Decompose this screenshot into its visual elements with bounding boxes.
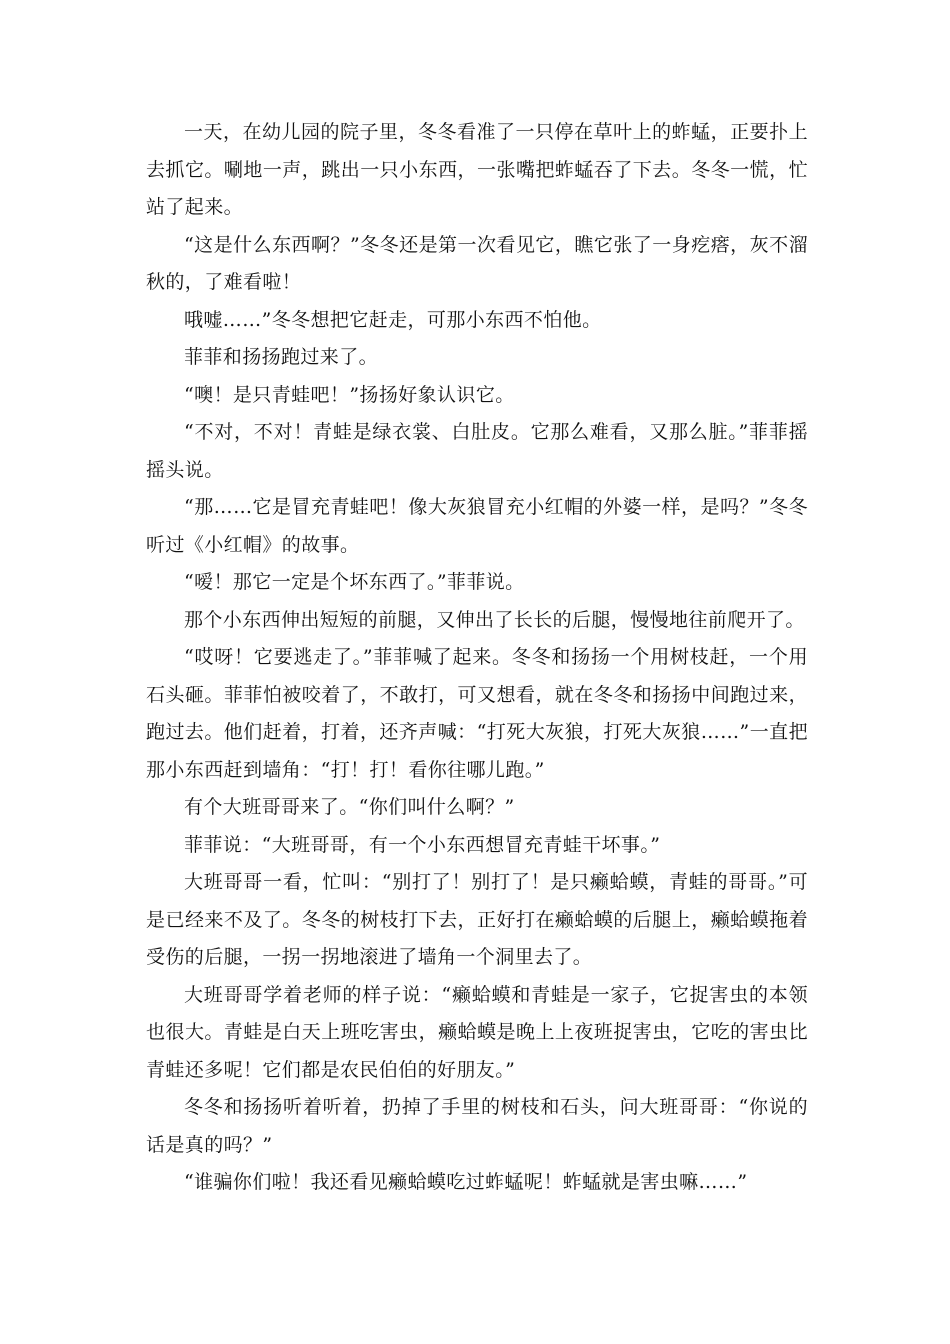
paragraph-2: “这是什么东西啊？”冬冬还是第一次看见它，瞧它张了一身疙瘩，灰不溜秋的，了难看啦！: [146, 233, 808, 293]
paragraph-15: 冬冬和扬扬听着听着，扔掉了手里的树枝和石头，问大班哥哥：“你说的话是真的吗？”: [146, 1096, 808, 1156]
paragraph-6: “不对，不对！青蛙是绿衣裳、白肚皮。它那么难看，又那么脏。”菲菲摇摇头说。: [146, 421, 808, 481]
paragraph-8: “嗳！那它一定是个坏东西了。”菲菲说。: [184, 571, 525, 593]
paragraph-12: 菲菲说：“大班哥哥，有一个小东西想冒充青蛙干坏事。”: [184, 833, 661, 856]
paragraph-14: 大班哥哥学着老师的样子说：“癞蛤蟆和青蛙是一家子，它捉害虫的本领也很大。青蛙是白天上班吃害虫，癞蛤蟆是晚上上夜班捉害虫，它吃的害虫比青蛙还多呢！它们都是农民伯伯的好朋友。”: [146, 983, 808, 1081]
paragraph-4: 菲菲和扬扬跑过来了。: [184, 346, 379, 368]
paragraph-11: 有个大班哥哥来了。“你们叫什么啊？”: [184, 796, 515, 818]
paragraph-10: “哎呀！它要逃走了。”菲菲喊了起来。冬冬和扬扬一个用树枝赶，一个用石头砸。菲菲怕被咬着了，不敢打，可又想看，就在冬冬和扬扬中间跑过来，跑过去。他们赶着，打着，还齐声喊：“打死大灰狼，打死大灰狼……”一直把那小东西赶到墙角：“打！打！看你往哪儿跑。”: [146, 646, 808, 781]
paragraph-3: 哦嘘……”冬冬想把它赶走，可那小东西不怕他。: [184, 308, 602, 331]
paragraph-16: “谁骗你们啦！我还看见癞蛤蟆吃过蚱蜢呢！蚱蜢就是害虫嘛……”: [184, 1171, 748, 1193]
story-text-body: [146, 114, 808, 1202]
paragraph-9: 那个小东西伸出短短的前腿，又伸出了长长的后腿，慢慢地往前爬开了。: [184, 608, 805, 631]
paragraph-7: “那……它是冒充青蛙吧！像大灰狼冒充小红帽的外婆一样，是吗？”冬冬听过《小红帽》的故事。: [146, 496, 808, 556]
paragraph-5: “噢！是只青蛙吧！”扬扬好象认识它。: [184, 383, 515, 406]
paragraph-13: 大班哥哥一看，忙叫：“别打了！别打了！是只癞蛤蟆，青蛙的哥哥。”可是已经来不及了。冬冬的树枝打下去，正好打在癞蛤蟆的后腿上，癞蛤蟆拖着受伤的后腿，一拐一拐地滚进了墙角一个洞里去了。: [146, 871, 808, 968]
paragraph-1: 一天，在幼儿园的院子里，冬冬看准了一只停在草叶上的蚱蜢，正要扑上去抓它。唰地一声，跳出一只小东西，一张嘴把蚱蜢吞了下去。冬冬一慌，忙站了起来。: [146, 121, 808, 218]
